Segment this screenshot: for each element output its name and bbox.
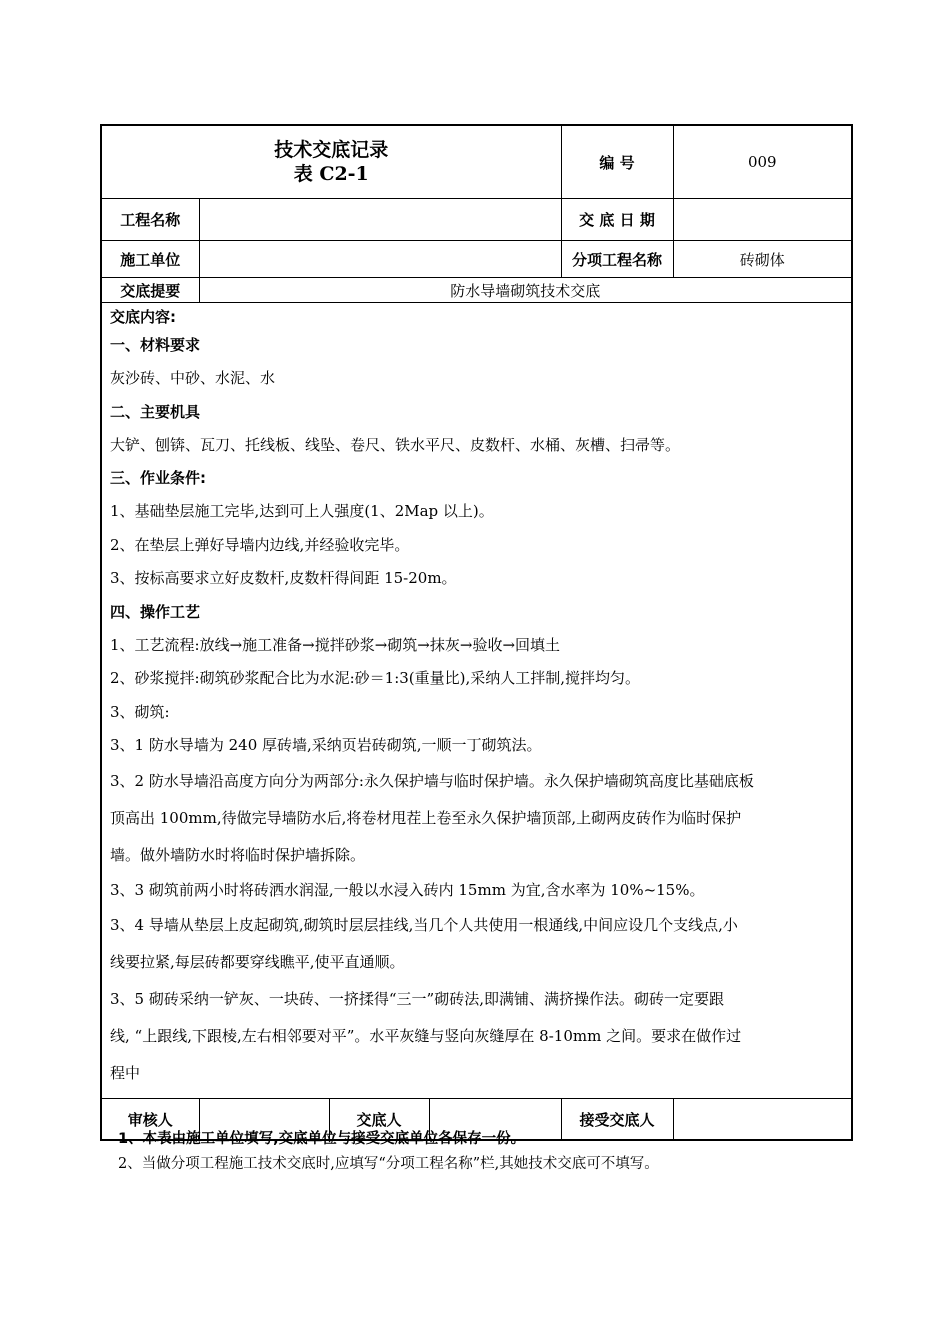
form-code: 表 C2-1 [293,163,369,185]
form-table [100,124,853,1141]
section-text: 灰沙砖、中砂、水泥、水 [110,369,276,387]
date-field[interactable] [673,199,852,241]
paragraph-line: 线, “上跟线,下跟棱,左右相邻要对平”。水平灰缝与竖向灰缝厚在 8-10mm 之间。要求在做作过 [110,1027,742,1045]
project-name-field[interactable] [199,199,561,241]
summary-label: 交底提要 [101,278,199,303]
number-value[interactable]: 009 [673,125,852,199]
receiver-label: 接受交底人 [561,1099,673,1141]
list-item: 3、砌筑: [110,702,170,721]
paragraph-line: 3、2 防水导墙沿高度方向分为两部分:永久保护墙与临时保护墙。永久保护墙砌筑高度比基础底板 [110,771,754,790]
subproject-field[interactable]: 砖砌体 [673,241,852,278]
disclosure-form [100,124,851,1141]
paragraph-line: 顶高出 100mm,待做完导墙防水后,将卷材甩茬上卷至永久保护墙顶部,上砌两皮砖作为临时保护 [110,808,742,827]
list-item: 2、砂浆搅拌:砌筑砂浆配合比为水泥:砂＝1:3(重量比),采纳人工拌制,搅拌均匀。 [110,669,641,687]
form-notes [118,1128,838,1178]
discloser-label: 交底人 [329,1099,429,1141]
list-item: 2、在垫层上弹好导墙内边线,并经验收完毕。 [110,535,410,554]
list-item: 1、工艺流程:放线→施工准备→搅拌砂浆→砌筑→抹灰→验收→回填土 [110,635,561,654]
summary-field[interactable]: 防水导墙砌筑技术交底 [199,278,852,303]
content-cell [101,303,852,1099]
section-title: 四、操作工艺 [110,602,201,621]
list-item: 3、1 防水导墙为 240 厚砖墙,采纳页岩砖砌筑,一顺一丁砌筑法。 [110,736,542,754]
paragraph-line: 3、3 砌筑前两小时将砖洒水润湿,一般以水浸入砖内 15mm 为宜,含水率为 10%~15%。 [110,880,705,899]
note-1: 1、本表由施工单位填写,交底单位与接受交底单位各保存一份。 [118,1131,526,1147]
section-text: 大铲、刨锛、瓦刀、托线板、线坠、卷尺、铁水平尺、皮数杆、水桶、灰槽、扫帚等。 [110,435,681,454]
section-title: 二、主要机具 [110,402,201,421]
paragraph-line: 墙。做外墙防水时将临时保护墙拆除。 [110,845,366,864]
contractor-label: 施工单位 [101,241,199,278]
number-label: 编 号 [561,125,673,199]
paragraph-line: 3、5 砌砖采纳一铲灰、一块砖、一挤揉得“三一”砌砖法,即满铺、满挤操作法。砌砖一定要跟 [110,990,724,1008]
form-title-cell [101,125,561,199]
note-2: 2、当做分项工程施工技术交底时,应填写“分项工程名称”栏,其她技术交底可不填写。 [118,1156,659,1172]
reviewer-label: 审核人 [101,1099,199,1141]
form-title: 技术交底记录 [274,139,389,161]
contractor-field[interactable] [199,241,561,278]
list-item: 1、基础垫层施工完毕,达到可上人强度(1、2Map 以上)。 [110,502,494,520]
list-item: 3、按标高要求立好皮数杆,皮数杆得间距 15-20m。 [110,569,457,587]
paragraph-line: 线要拉紧,每层砖都要穿线瞧平,使平直通顺。 [110,953,405,971]
date-label: 交 底 日 期 [561,199,673,241]
paragraph-line: 3、4 导墙从垫层上皮起砌筑,砌筑时层层挂线,当几个人共使用一根通线,中间应设几个支线点,小 [110,916,738,934]
section-title: 三、作业条件: [110,469,206,487]
content-label: 交底内容: [110,308,176,326]
project-name-label: 工程名称 [101,199,199,241]
section-title: 一、材料要求 [110,336,201,354]
paragraph-line: 程中 [110,1064,141,1082]
subproject-label: 分项工程名称 [561,241,673,278]
